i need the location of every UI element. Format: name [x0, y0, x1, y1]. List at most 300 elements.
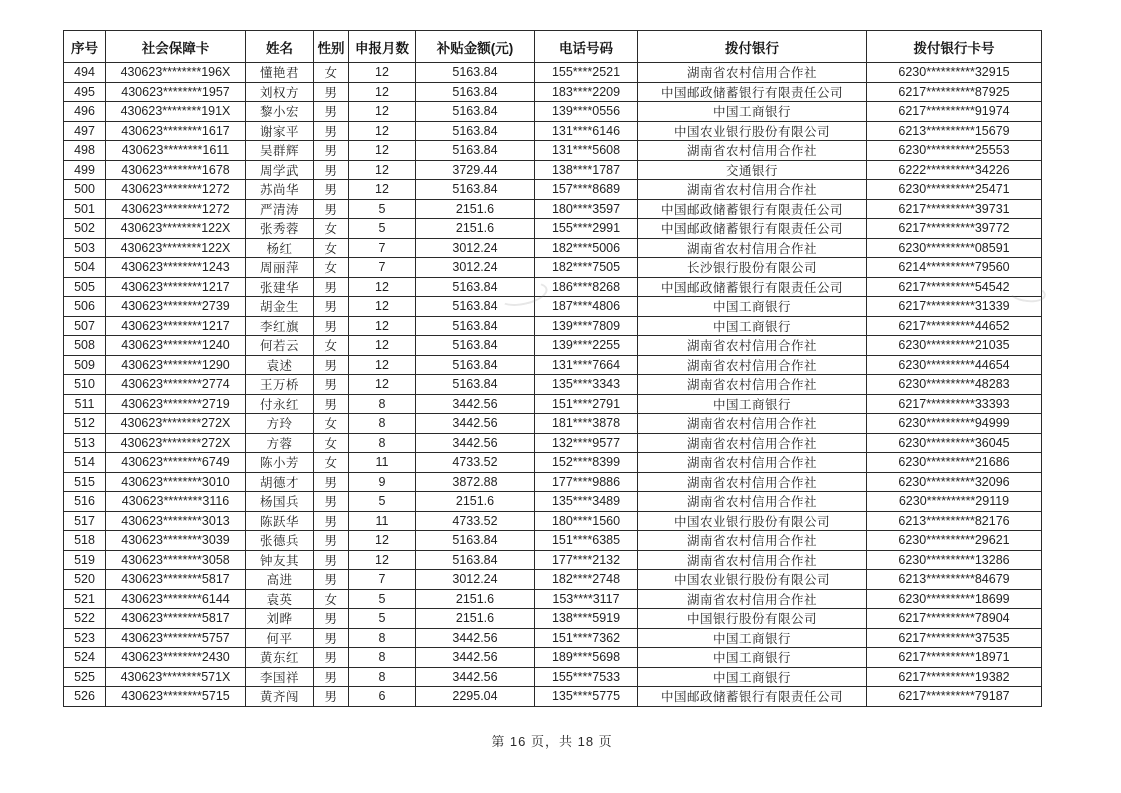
cell-gender: 女: [314, 589, 349, 609]
cell-bank: 中国工商银行: [638, 628, 867, 648]
cell-bank: 中国农业银行股份有限公司: [638, 121, 867, 141]
cell-seq: 511: [64, 394, 106, 414]
cell-bank: 湖南省农村信用合作社: [638, 375, 867, 395]
cell-amount: 5163.84: [416, 297, 535, 317]
cell-amount: 5163.84: [416, 141, 535, 161]
cell-gender: 男: [314, 141, 349, 161]
cell-card: 6230**********29621: [867, 531, 1042, 551]
cell-card: 6217**********54542: [867, 277, 1042, 297]
cell-phone: 182****2748: [535, 570, 638, 590]
cell-amount: 3442.56: [416, 667, 535, 687]
cell-seq: 496: [64, 102, 106, 122]
cell-gender: 女: [314, 453, 349, 473]
cell-amount: 2151.6: [416, 199, 535, 219]
cell-bank: 中国农业银行股份有限公司: [638, 511, 867, 531]
table-body: [64, 63, 1042, 707]
cell-card: 6230**********29119: [867, 492, 1042, 512]
table-row: [64, 628, 1042, 648]
cell-phone: 177****2132: [535, 550, 638, 570]
cell-card: 6230**********32096: [867, 472, 1042, 492]
cell-amount: 5163.84: [416, 180, 535, 200]
cell-card: 6217**********79187: [867, 687, 1042, 707]
cell-seq: 520: [64, 570, 106, 590]
table-row: [64, 433, 1042, 453]
cell-ssn: 430623********5715: [106, 687, 246, 707]
cell-phone: 151****6385: [535, 531, 638, 551]
cell-phone: 189****5698: [535, 648, 638, 668]
cell-ssn: 430623********1240: [106, 336, 246, 356]
cell-months: 7: [349, 238, 416, 258]
cell-amount: 2295.04: [416, 687, 535, 707]
cell-seq: 508: [64, 336, 106, 356]
cell-gender: 男: [314, 609, 349, 629]
cell-card: 6213**********84679: [867, 570, 1042, 590]
cell-seq: 514: [64, 453, 106, 473]
cell-amount: 2151.6: [416, 609, 535, 629]
column-header-seq: 序号: [64, 31, 106, 63]
cell-phone: 157****8689: [535, 180, 638, 200]
cell-phone: 155****7533: [535, 667, 638, 687]
cell-seq: 509: [64, 355, 106, 375]
cell-amount: 5163.84: [416, 375, 535, 395]
cell-card: 6213**********15679: [867, 121, 1042, 141]
cell-seq: 500: [64, 180, 106, 200]
cell-gender: 男: [314, 375, 349, 395]
cell-card: 6217**********78904: [867, 609, 1042, 629]
cell-phone: 155****2991: [535, 219, 638, 239]
cell-name: 杨国兵: [246, 492, 314, 512]
cell-phone: 139****2255: [535, 336, 638, 356]
cell-card: 6230**********08591: [867, 238, 1042, 258]
cell-name: 高进: [246, 570, 314, 590]
table-row: [64, 472, 1042, 492]
cell-ssn: 430623********122X: [106, 238, 246, 258]
cell-gender: 男: [314, 297, 349, 317]
cell-amount: 3012.24: [416, 570, 535, 590]
cell-amount: 5163.84: [416, 355, 535, 375]
cell-card: 6217**********19382: [867, 667, 1042, 687]
cell-ssn: 430623********1272: [106, 199, 246, 219]
cell-seq: 505: [64, 277, 106, 297]
column-header-name: 姓名: [246, 31, 314, 63]
cell-gender: 男: [314, 511, 349, 531]
cell-gender: 女: [314, 238, 349, 258]
cell-months: 5: [349, 199, 416, 219]
table-row: [64, 141, 1042, 161]
cell-seq: 515: [64, 472, 106, 492]
cell-card: 6217**********37535: [867, 628, 1042, 648]
cell-bank: 中国工商银行: [638, 648, 867, 668]
cell-ssn: 430623********196X: [106, 63, 246, 83]
cell-card: 6217**********44652: [867, 316, 1042, 336]
cell-phone: 131****5608: [535, 141, 638, 161]
cell-months: 7: [349, 258, 416, 278]
cell-bank: 湖南省农村信用合作社: [638, 492, 867, 512]
cell-seq: 501: [64, 199, 106, 219]
records-table-container: [63, 30, 1041, 707]
cell-card: 6217**********31339: [867, 297, 1042, 317]
cell-name: 吴群辉: [246, 141, 314, 161]
cell-amount: 5163.84: [416, 336, 535, 356]
cell-gender: 男: [314, 394, 349, 414]
cell-months: 5: [349, 609, 416, 629]
cell-ssn: 430623********1678: [106, 160, 246, 180]
cell-amount: 5163.84: [416, 63, 535, 83]
table-row: [64, 667, 1042, 687]
cell-bank: 湖南省农村信用合作社: [638, 589, 867, 609]
cell-amount: 3442.56: [416, 394, 535, 414]
cell-card: 6230**********13286: [867, 550, 1042, 570]
cell-card: 6230**********36045: [867, 433, 1042, 453]
cell-name: 张建华: [246, 277, 314, 297]
page-indicator: 第 16 页，共 18 页: [491, 734, 613, 749]
cell-seq: 517: [64, 511, 106, 531]
cell-name: 黎小宏: [246, 102, 314, 122]
cell-months: 12: [349, 141, 416, 161]
cell-name: 刘权方: [246, 82, 314, 102]
cell-seq: 502: [64, 219, 106, 239]
cell-bank: 中国农业银行股份有限公司: [638, 570, 867, 590]
cell-name: 袁述: [246, 355, 314, 375]
cell-months: 11: [349, 511, 416, 531]
cell-gender: 男: [314, 687, 349, 707]
cell-gender: 男: [314, 355, 349, 375]
cell-months: 9: [349, 472, 416, 492]
cell-amount: 3442.56: [416, 433, 535, 453]
cell-phone: 131****7664: [535, 355, 638, 375]
cell-ssn: 430623********3039: [106, 531, 246, 551]
cell-amount: 5163.84: [416, 82, 535, 102]
cell-phone: 139****0556: [535, 102, 638, 122]
cell-ssn: 430623********5757: [106, 628, 246, 648]
cell-name: 杨红: [246, 238, 314, 258]
cell-seq: 523: [64, 628, 106, 648]
cell-phone: 177****9886: [535, 472, 638, 492]
cell-bank: 湖南省农村信用合作社: [638, 238, 867, 258]
column-header-bank: 拨付银行: [638, 31, 867, 63]
cell-months: 7: [349, 570, 416, 590]
cell-name: 方蓉: [246, 433, 314, 453]
cell-months: 8: [349, 628, 416, 648]
cell-ssn: 430623********3010: [106, 472, 246, 492]
cell-card: 6230**********25471: [867, 180, 1042, 200]
cell-amount: 5163.84: [416, 102, 535, 122]
cell-bank: 湖南省农村信用合作社: [638, 336, 867, 356]
cell-name: 周学武: [246, 160, 314, 180]
cell-months: 8: [349, 414, 416, 434]
cell-seq: 513: [64, 433, 106, 453]
cell-months: 12: [349, 82, 416, 102]
cell-amount: 5163.84: [416, 550, 535, 570]
cell-gender: 男: [314, 121, 349, 141]
cell-ssn: 430623********1290: [106, 355, 246, 375]
cell-seq: 498: [64, 141, 106, 161]
table-row: [64, 648, 1042, 668]
cell-bank: 中国工商银行: [638, 102, 867, 122]
cell-months: 11: [349, 453, 416, 473]
column-header-months: 申报月数: [349, 31, 416, 63]
cell-seq: 522: [64, 609, 106, 629]
cell-ssn: 430623********1957: [106, 82, 246, 102]
cell-bank: 中国邮政储蓄银行有限责任公司: [638, 199, 867, 219]
cell-amount: 3729.44: [416, 160, 535, 180]
cell-card: 6214**********79560: [867, 258, 1042, 278]
cell-phone: 155****2521: [535, 63, 638, 83]
cell-amount: 4733.52: [416, 511, 535, 531]
table-row: [64, 375, 1042, 395]
cell-name: 黄齐闯: [246, 687, 314, 707]
cell-ssn: 430623********1617: [106, 121, 246, 141]
cell-phone: 180****1560: [535, 511, 638, 531]
cell-months: 6: [349, 687, 416, 707]
cell-name: 谢家平: [246, 121, 314, 141]
cell-bank: 中国邮政储蓄银行有限责任公司: [638, 82, 867, 102]
cell-name: 方玲: [246, 414, 314, 434]
cell-amount: 5163.84: [416, 531, 535, 551]
cell-phone: 132****9577: [535, 433, 638, 453]
cell-name: 李红旗: [246, 316, 314, 336]
table-row: [64, 492, 1042, 512]
cell-gender: 男: [314, 160, 349, 180]
cell-months: 12: [349, 375, 416, 395]
cell-amount: 4733.52: [416, 453, 535, 473]
cell-phone: 139****7809: [535, 316, 638, 336]
cell-name: 胡德才: [246, 472, 314, 492]
table-row: [64, 102, 1042, 122]
cell-card: 6230**********32915: [867, 63, 1042, 83]
cell-months: 12: [349, 336, 416, 356]
cell-card: 6230**********44654: [867, 355, 1042, 375]
cell-gender: 男: [314, 82, 349, 102]
cell-gender: 男: [314, 199, 349, 219]
cell-bank: 中国邮政储蓄银行有限责任公司: [638, 687, 867, 707]
table-row: [64, 550, 1042, 570]
cell-bank: 中国银行股份有限公司: [638, 609, 867, 629]
cell-bank: 湖南省农村信用合作社: [638, 141, 867, 161]
column-header-ssn: 社会保障卡: [106, 31, 246, 63]
cell-card: 6217**********87925: [867, 82, 1042, 102]
cell-ssn: 430623********5817: [106, 570, 246, 590]
cell-bank: 中国邮政储蓄银行有限责任公司: [638, 277, 867, 297]
table-row: [64, 199, 1042, 219]
cell-months: 12: [349, 297, 416, 317]
cell-card: 6217**********39772: [867, 219, 1042, 239]
cell-ssn: 430623********1243: [106, 258, 246, 278]
cell-bank: 中国工商银行: [638, 316, 867, 336]
cell-name: 黄东红: [246, 648, 314, 668]
cell-months: 8: [349, 433, 416, 453]
cell-card: 6230**********25553: [867, 141, 1042, 161]
cell-card: 6217**********39731: [867, 199, 1042, 219]
cell-seq: 499: [64, 160, 106, 180]
cell-gender: 男: [314, 472, 349, 492]
cell-seq: 512: [64, 414, 106, 434]
cell-phone: 138****1787: [535, 160, 638, 180]
cell-ssn: 430623********571X: [106, 667, 246, 687]
cell-gender: 男: [314, 180, 349, 200]
cell-ssn: 430623********272X: [106, 433, 246, 453]
column-header-card: 拨付银行卡号: [867, 31, 1042, 63]
table-row: [64, 589, 1042, 609]
cell-months: 12: [349, 63, 416, 83]
cell-months: 12: [349, 102, 416, 122]
cell-name: 张德兵: [246, 531, 314, 551]
cell-months: 12: [349, 180, 416, 200]
cell-ssn: 430623********3013: [106, 511, 246, 531]
cell-amount: 3012.24: [416, 238, 535, 258]
column-header-amount: 补贴金额(元): [416, 31, 535, 63]
cell-phone: 138****5919: [535, 609, 638, 629]
cell-name: 何平: [246, 628, 314, 648]
cell-ssn: 430623********1272: [106, 180, 246, 200]
cell-months: 8: [349, 648, 416, 668]
cell-phone: 135****5775: [535, 687, 638, 707]
cell-amount: 3442.56: [416, 628, 535, 648]
cell-gender: 男: [314, 570, 349, 590]
records-table: [63, 30, 1042, 707]
cell-ssn: 430623********1217: [106, 277, 246, 297]
cell-card: 6230**********48283: [867, 375, 1042, 395]
table-row: [64, 258, 1042, 278]
cell-name: 胡金生: [246, 297, 314, 317]
cell-seq: 526: [64, 687, 106, 707]
cell-seq: 525: [64, 667, 106, 687]
cell-name: 付永红: [246, 394, 314, 414]
cell-name: 苏尚华: [246, 180, 314, 200]
cell-bank: 湖南省农村信用合作社: [638, 180, 867, 200]
table-row: [64, 687, 1042, 707]
table-row: [64, 316, 1042, 336]
cell-seq: 504: [64, 258, 106, 278]
cell-amount: 3012.24: [416, 258, 535, 278]
table-row: [64, 297, 1042, 317]
cell-bank: 中国工商银行: [638, 297, 867, 317]
table-row: [64, 511, 1042, 531]
cell-bank: 中国工商银行: [638, 394, 867, 414]
cell-amount: 2151.6: [416, 589, 535, 609]
table-row: [64, 82, 1042, 102]
cell-gender: 男: [314, 648, 349, 668]
cell-bank: 湖南省农村信用合作社: [638, 531, 867, 551]
cell-ssn: 430623********3116: [106, 492, 246, 512]
table-row: [64, 453, 1042, 473]
cell-gender: 女: [314, 414, 349, 434]
cell-phone: 180****3597: [535, 199, 638, 219]
cell-gender: 男: [314, 102, 349, 122]
cell-seq: 497: [64, 121, 106, 141]
cell-amount: 3872.88: [416, 472, 535, 492]
cell-ssn: 430623********6749: [106, 453, 246, 473]
cell-seq: 506: [64, 297, 106, 317]
cell-gender: 女: [314, 336, 349, 356]
table-row: [64, 160, 1042, 180]
cell-name: 王万桥: [246, 375, 314, 395]
cell-name: 刘晔: [246, 609, 314, 629]
cell-seq: 507: [64, 316, 106, 336]
table-row: [64, 219, 1042, 239]
cell-seq: 519: [64, 550, 106, 570]
cell-amount: 5163.84: [416, 316, 535, 336]
cell-months: 5: [349, 492, 416, 512]
cell-months: 8: [349, 394, 416, 414]
cell-months: 5: [349, 589, 416, 609]
table-row: [64, 394, 1042, 414]
cell-name: 钟友其: [246, 550, 314, 570]
cell-bank: 湖南省农村信用合作社: [638, 550, 867, 570]
cell-months: 12: [349, 277, 416, 297]
cell-seq: 494: [64, 63, 106, 83]
cell-name: 张秀蓉: [246, 219, 314, 239]
cell-gender: 女: [314, 219, 349, 239]
cell-bank: 中国邮政储蓄银行有限责任公司: [638, 219, 867, 239]
cell-months: 12: [349, 355, 416, 375]
cell-gender: 男: [314, 550, 349, 570]
table-row: [64, 121, 1042, 141]
table-header-row: [64, 31, 1042, 63]
table-row: [64, 355, 1042, 375]
cell-gender: 女: [314, 258, 349, 278]
cell-seq: 516: [64, 492, 106, 512]
cell-gender: 女: [314, 63, 349, 83]
cell-bank: 湖南省农村信用合作社: [638, 472, 867, 492]
cell-ssn: 430623********6144: [106, 589, 246, 609]
cell-card: 6230**********18699: [867, 589, 1042, 609]
cell-gender: 女: [314, 433, 349, 453]
cell-bank: 中国工商银行: [638, 667, 867, 687]
cell-gender: 男: [314, 628, 349, 648]
cell-gender: 男: [314, 277, 349, 297]
cell-ssn: 430623********2430: [106, 648, 246, 668]
cell-ssn: 430623********122X: [106, 219, 246, 239]
cell-phone: 152****8399: [535, 453, 638, 473]
cell-seq: 503: [64, 238, 106, 258]
cell-ssn: 430623********2739: [106, 297, 246, 317]
cell-name: 周丽萍: [246, 258, 314, 278]
cell-amount: 5163.84: [416, 277, 535, 297]
cell-bank: 湖南省农村信用合作社: [638, 414, 867, 434]
cell-amount: 5163.84: [416, 121, 535, 141]
cell-amount: 2151.6: [416, 492, 535, 512]
cell-ssn: 430623********272X: [106, 414, 246, 434]
cell-name: 何若云: [246, 336, 314, 356]
cell-ssn: 430623********191X: [106, 102, 246, 122]
cell-name: 懂艳君: [246, 63, 314, 83]
cell-phone: 151****7362: [535, 628, 638, 648]
cell-ssn: 430623********5817: [106, 609, 246, 629]
cell-amount: 3442.56: [416, 648, 535, 668]
cell-bank: 湖南省农村信用合作社: [638, 355, 867, 375]
cell-gender: 男: [314, 667, 349, 687]
cell-name: 陈跃华: [246, 511, 314, 531]
cell-card: 6230**********21686: [867, 453, 1042, 473]
table-row: [64, 63, 1042, 83]
cell-gender: 男: [314, 531, 349, 551]
cell-months: 12: [349, 550, 416, 570]
column-header-gender: 性别: [314, 31, 349, 63]
cell-seq: 518: [64, 531, 106, 551]
cell-bank: 长沙银行股份有限公司: [638, 258, 867, 278]
cell-phone: 182****5006: [535, 238, 638, 258]
cell-name: 李国祥: [246, 667, 314, 687]
cell-card: 6230**********94999: [867, 414, 1042, 434]
cell-phone: 131****6146: [535, 121, 638, 141]
column-header-phone: 电话号码: [535, 31, 638, 63]
cell-phone: 181****3878: [535, 414, 638, 434]
cell-phone: 135****3343: [535, 375, 638, 395]
table-row: [64, 414, 1042, 434]
cell-phone: 135****3489: [535, 492, 638, 512]
cell-bank: 湖南省农村信用合作社: [638, 63, 867, 83]
